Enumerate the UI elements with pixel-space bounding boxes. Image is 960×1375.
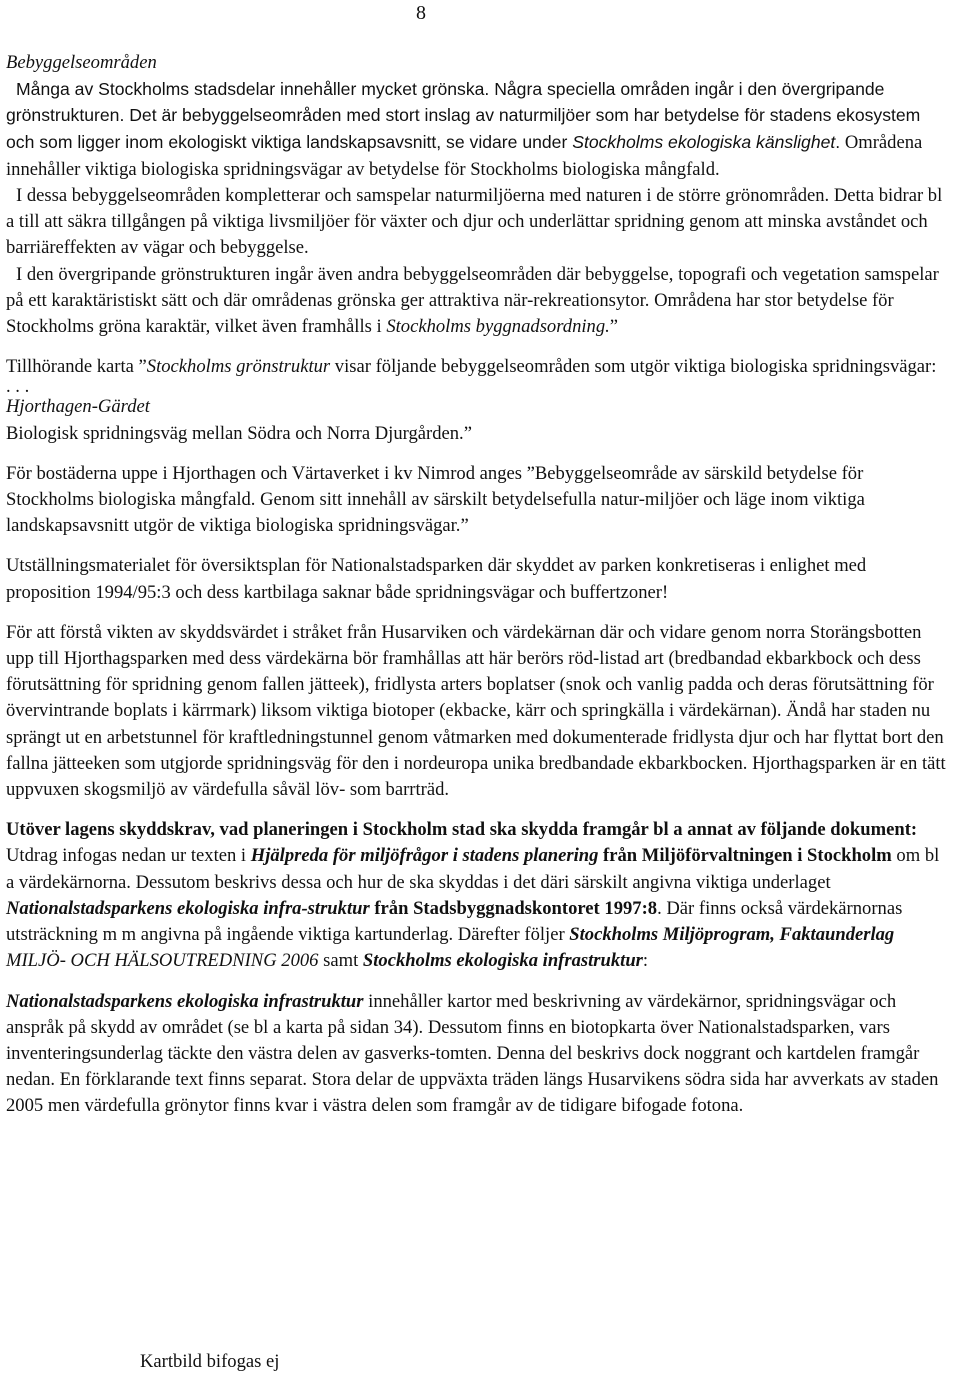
paragraph-spridningsvag: Biologisk spridningsväg mellan Södra och Norra Djurgården.” xyxy=(6,422,472,444)
paragraph-bostaderna: För bostäderna uppe i Hjorthagen och Värtaverket i kv Nimrod anges ”Bebyggelseområde av särskild betydelse för Stockholms biologiska mångfald. Genom sitt innehåll av särskilt betydelsefulla natur-miljöer och läge inom viktiga landskapsavsnitt utgör de viktiga biologiska spridningsvägar.” xyxy=(6,462,865,537)
section-heading-bebyggelseomraden: Bebyggelseområden xyxy=(6,52,157,73)
paragraph-skyddsvarde: För att förstå vikten av skyddsvärdet i stråket från Husarviken och värdekärnan där och vidare genom norra Storängsbotten upp till Hjorthagsparken med dess värdekärna bör framhållas att här berörs röd-listad art (bredbandad ekbarkbock och dess förutsättning för spridning genom fallen jätteek), fridlysta arters boplatser (snok och vanlig padda och deras förutsättning för övervintrande boplats i kärrmark) liksom viktiga biotoper (ekbacke, kärr och springkälla i värdekärnan). Ändå har staden nu sprängt ut en arbetstunnel för kraftledningstunnel genom våtmarken med dokumenterade fridlysta djur och har flyttat bort den fallna jätteeken som utgjorde spridningsväg för den i nordeuropa unika bredbandade ekbarkbocken. Hjorthagsparken är en tätt uppvuxen skogsmiljö av värdefulla såväl löv- som barrträd. xyxy=(6,621,946,801)
paragraph-nationalstadsparkens-infrastruktur: Nationalstadsparkens ekologiska infrastruktur innehåller kartor med beskrivning av värdekärnor, spridningsvägar och anspråk på skydd av området (se bl a karta på sidan 34). Dessutom finns en biotopkarta över Nationalstadsparken, vars inventeringsunderlag täckte den västra delen av gasverks-tomten. Denna del beskrivs dock noggrant och kartdelen framgår nedan. En förklarande text finns separat. Stora delar de uppväxta träden längs Husarvikens södra sida har avverkats av staden 2005 men värdefulla grönytor finns kvar i västra delen som framgår av de tidigare bifogade fotona. xyxy=(6,990,939,1117)
page-number: 8 xyxy=(416,2,426,24)
area-name-hjorthagen-gardet: Hjorthagen-Gärdet xyxy=(6,396,150,418)
paragraph-utover-lagens-skyddskrav: Utöver lagens skyddskrav, vad planeringen i Stockholm stad ska skydda framgår bl a annat av följande dokument: Utdrag infogas nedan ur texten i Hjälpreda för miljöfrågor i stadens planering från Miljöförvaltningen i Stockholm om bl a värdekärnorna. Dessutom beskrivs dessa och hur de ska skyddas i det däri särskilt angivna viktiga underlaget Nationalstadsparkens ekologiska infra-struktur från Stadsbyggnadskontoret 1997:8. Där finns också värdekärnornas utsträckning m m angivna på ingående viktiga kartunderlag. Därefter följer Stockholms Miljöprogram, Faktaunderlag MILJÖ- OCH HÄLSOUTREDNING 2006 samt Stockholms ekologiska infrastruktur: xyxy=(6,819,940,972)
document-body xyxy=(6,50,952,1120)
paragraph-tillhorande-karta: Tillhörande karta ”Stockholms grönstruktur visar följande bebyggelseområden som utgör viktiga biologiska spridningsvägar: xyxy=(6,356,937,378)
paragraph-overgripande: I den övergripande grönstrukturen ingår även andra bebyggelseområden där bebyggelse, topografi och vegetation samspelar på ett karaktäristiskt sätt och där områdenas grönska ger attraktiva när-rekreationsytor. Områdena har stor betydelse för Stockholms gröna karaktär, vilket även framhålls i Stockholms byggnadsordning.” xyxy=(6,263,939,338)
ellipsis: . . . xyxy=(6,376,30,398)
paragraph-utstallningsmaterial: Utställningsmaterialet för översiktsplan för Nationalstadsparken där skyddet av parken konkretiseras i enlighet med proposition 1994/95:3 och dess kartbilaga saknar både spridningsvägar och buffertzoner! xyxy=(6,555,867,603)
paragraph-bebyggelse-intro: Många av Stockholms stadsdelar innehåller mycket grönska. Några speciella områden ingår i den övergripande grönstrukturen. Det är bebyggelseområden med stort inslag av naturmiljöer som har betydelse för stadens ekosystem och som ligger inom ekologiskt viktiga landskapsavsnitt, se vidare under Stockholms ekologiska känslighet. Områdena innehåller viktiga biologiska spridningsvägar av betydelse för Stockholms biologiska mångfald. xyxy=(6,79,923,180)
paragraph-komplettering: I dessa bebyggelseområden kompletterar och samspelar naturmiljöerna med naturen i de större grönområden. Detta bidrar bl a till att säkra tillgången på viktiga livsmiljöer för växter och djur och underlättar spridning genom att minska avståndet och barriäreffekten av vägar och bebyggelse. xyxy=(6,185,943,259)
map-note-footer: Kartbild bifogas ej xyxy=(140,1351,280,1372)
